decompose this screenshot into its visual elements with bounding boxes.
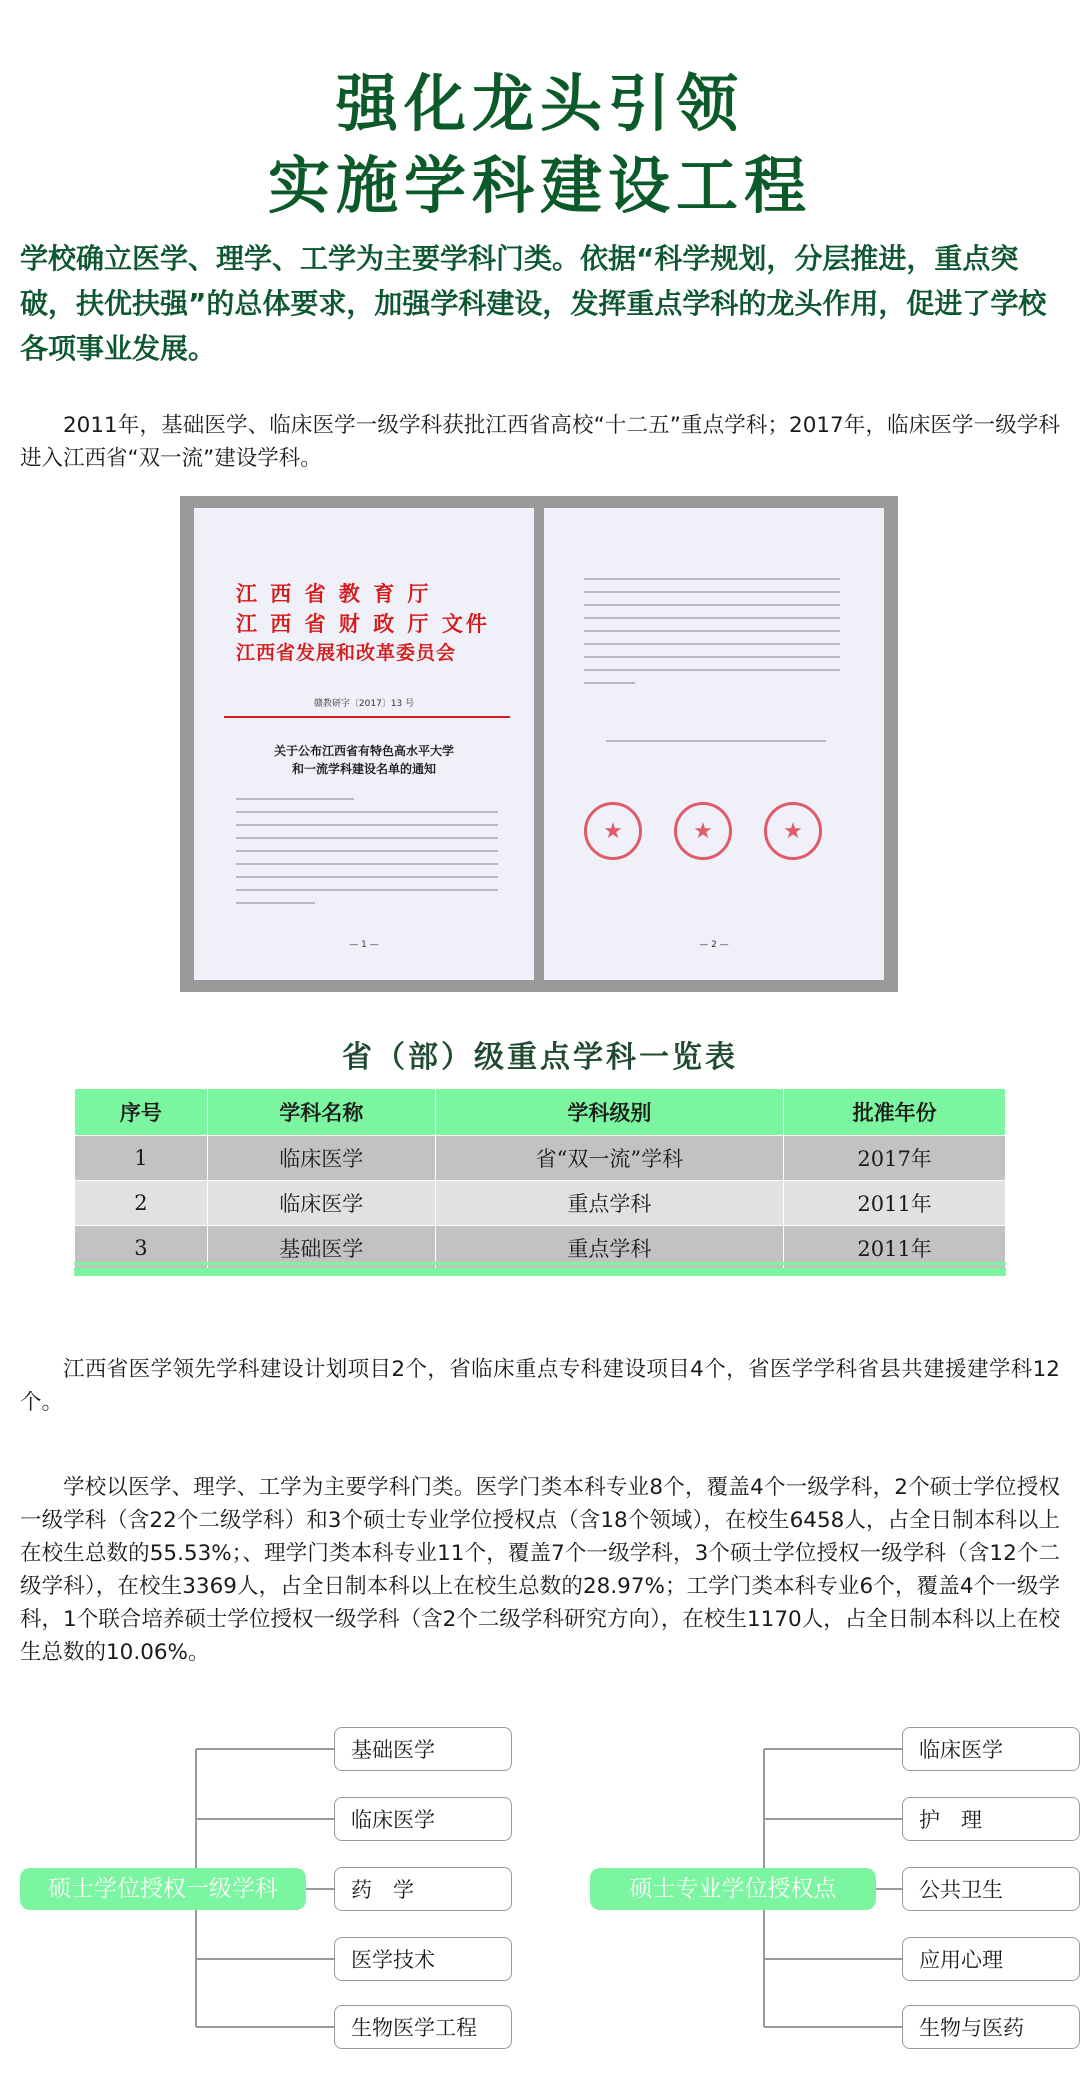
lead-paragraph: 学校确立医学、理学、工学为主要学科门类。依据“科学规划，分层推进，重点突破，扶优扶强”的总体要求，加强学科建设，发挥重点学科的龙头作用，促进了学校各项事业发展。: [20, 242, 1047, 365]
table-cell: 临床医学: [207, 1181, 435, 1226]
table-cell: 重点学科: [435, 1181, 784, 1226]
doc-issuer-line3: 江西省发展和改革委员会: [236, 642, 457, 664]
page-title-line1: 强化龙头引领: [335, 67, 744, 140]
tree-leaf: 生物与医药: [902, 2005, 1080, 2049]
tree-leaf: 医学技术: [334, 1937, 512, 1981]
tree-leaf: 基础医学: [334, 1727, 512, 1771]
tree-leaf: 临床医学: [334, 1797, 512, 1841]
table-cell: 2: [75, 1181, 208, 1226]
table-cell: 省“双一流”学科: [435, 1136, 784, 1181]
doc-page-number-1: — 1 —: [349, 940, 379, 950]
doc-page-number-2: — 2 —: [699, 940, 729, 950]
tree-leaf: 公共卫生: [902, 1867, 1080, 1911]
table-cell: 2011年: [784, 1181, 1006, 1226]
tree-leaf: 生物医学工程: [334, 2005, 512, 2049]
table-cell: 临床医学: [207, 1136, 435, 1181]
tree-root-master-degree-disciplines: 硕士学位授权一级学科: [20, 1868, 306, 1910]
column-header: 序号: [75, 1089, 208, 1136]
tree-root-professional-degree-programs: 硕士专业学位授权点: [590, 1868, 876, 1910]
doc-number: 赣教研字〔2017〕13 号: [313, 699, 415, 709]
paragraph-discipline-overview: 学校以医学、理学、工学为主要学科门类。医学门类本科专业8个，覆盖4个一级学科，2个硕士学位授权一级学科（含22个二级学科）和3个硕士专业学位授权点（含18个领域），在校生6458人，占全日制本科以上在校生总数的55.53%；、理学门类本科专业11个，覆盖7个一级学科，3个硕士学位授权一级学科（含12个二级学科），在校生3369人，占全日制本科以上在校生总数的28.97%；工学门类本科专业6个，覆盖4个一级学科，1个联合培养硕士学位授权一级学科（含2个二级学科研究方向），在校生1170人，占全日制本科以上在校生总数的10.06%。: [20, 1475, 1060, 1665]
column-header: 学科名称: [207, 1089, 435, 1136]
table-cell: 1: [75, 1136, 208, 1181]
table-cell: 2017年: [784, 1136, 1006, 1181]
doc-issuer-line2: 江 西 省 财 政 厅 文件: [236, 612, 490, 636]
tree-leaf: 护 理: [902, 1797, 1080, 1841]
tree-leaf: 药 学: [334, 1867, 512, 1911]
table-title: 省（部）级重点学科一览表: [342, 1040, 738, 1075]
column-header: 学科级别: [435, 1089, 784, 1136]
column-header: 批准年份: [784, 1089, 1006, 1136]
table-cell: 3: [75, 1226, 208, 1271]
table-cell: 基础医学: [207, 1226, 435, 1271]
paragraph-key-disciplines: 2011年，基础医学、临床医学一级学科获批江西省高校“十二五”重点学科；2017年，临床医学一级学科进入江西省“双一流”建设学科。: [20, 413, 1060, 471]
tree-leaf: 应用心理: [902, 1937, 1080, 1981]
table-cell: 重点学科: [435, 1226, 784, 1271]
doc-title-line2: 和一流学科建设名单的通知: [291, 762, 436, 776]
red-seal-2: ★: [674, 802, 732, 860]
tree-leaf: 临床医学: [902, 1727, 1080, 1771]
paragraph-provincial-projects: 江西省医学领先学科建设计划项目2个，省临床重点专科建设项目4个，省医学学科省县共建援建学科12个。: [20, 1357, 1060, 1415]
doc-issuer-line1: 江 西 省 教 育 厅: [236, 582, 432, 606]
table-cell: 2011年: [784, 1226, 1006, 1271]
red-seal-3: ★: [764, 802, 822, 860]
red-seal-1: ★: [584, 802, 642, 860]
page-title-line2: 实施学科建设工程: [267, 149, 812, 222]
doc-title-line1: 关于公布江西省有特色高水平大学: [273, 744, 454, 758]
